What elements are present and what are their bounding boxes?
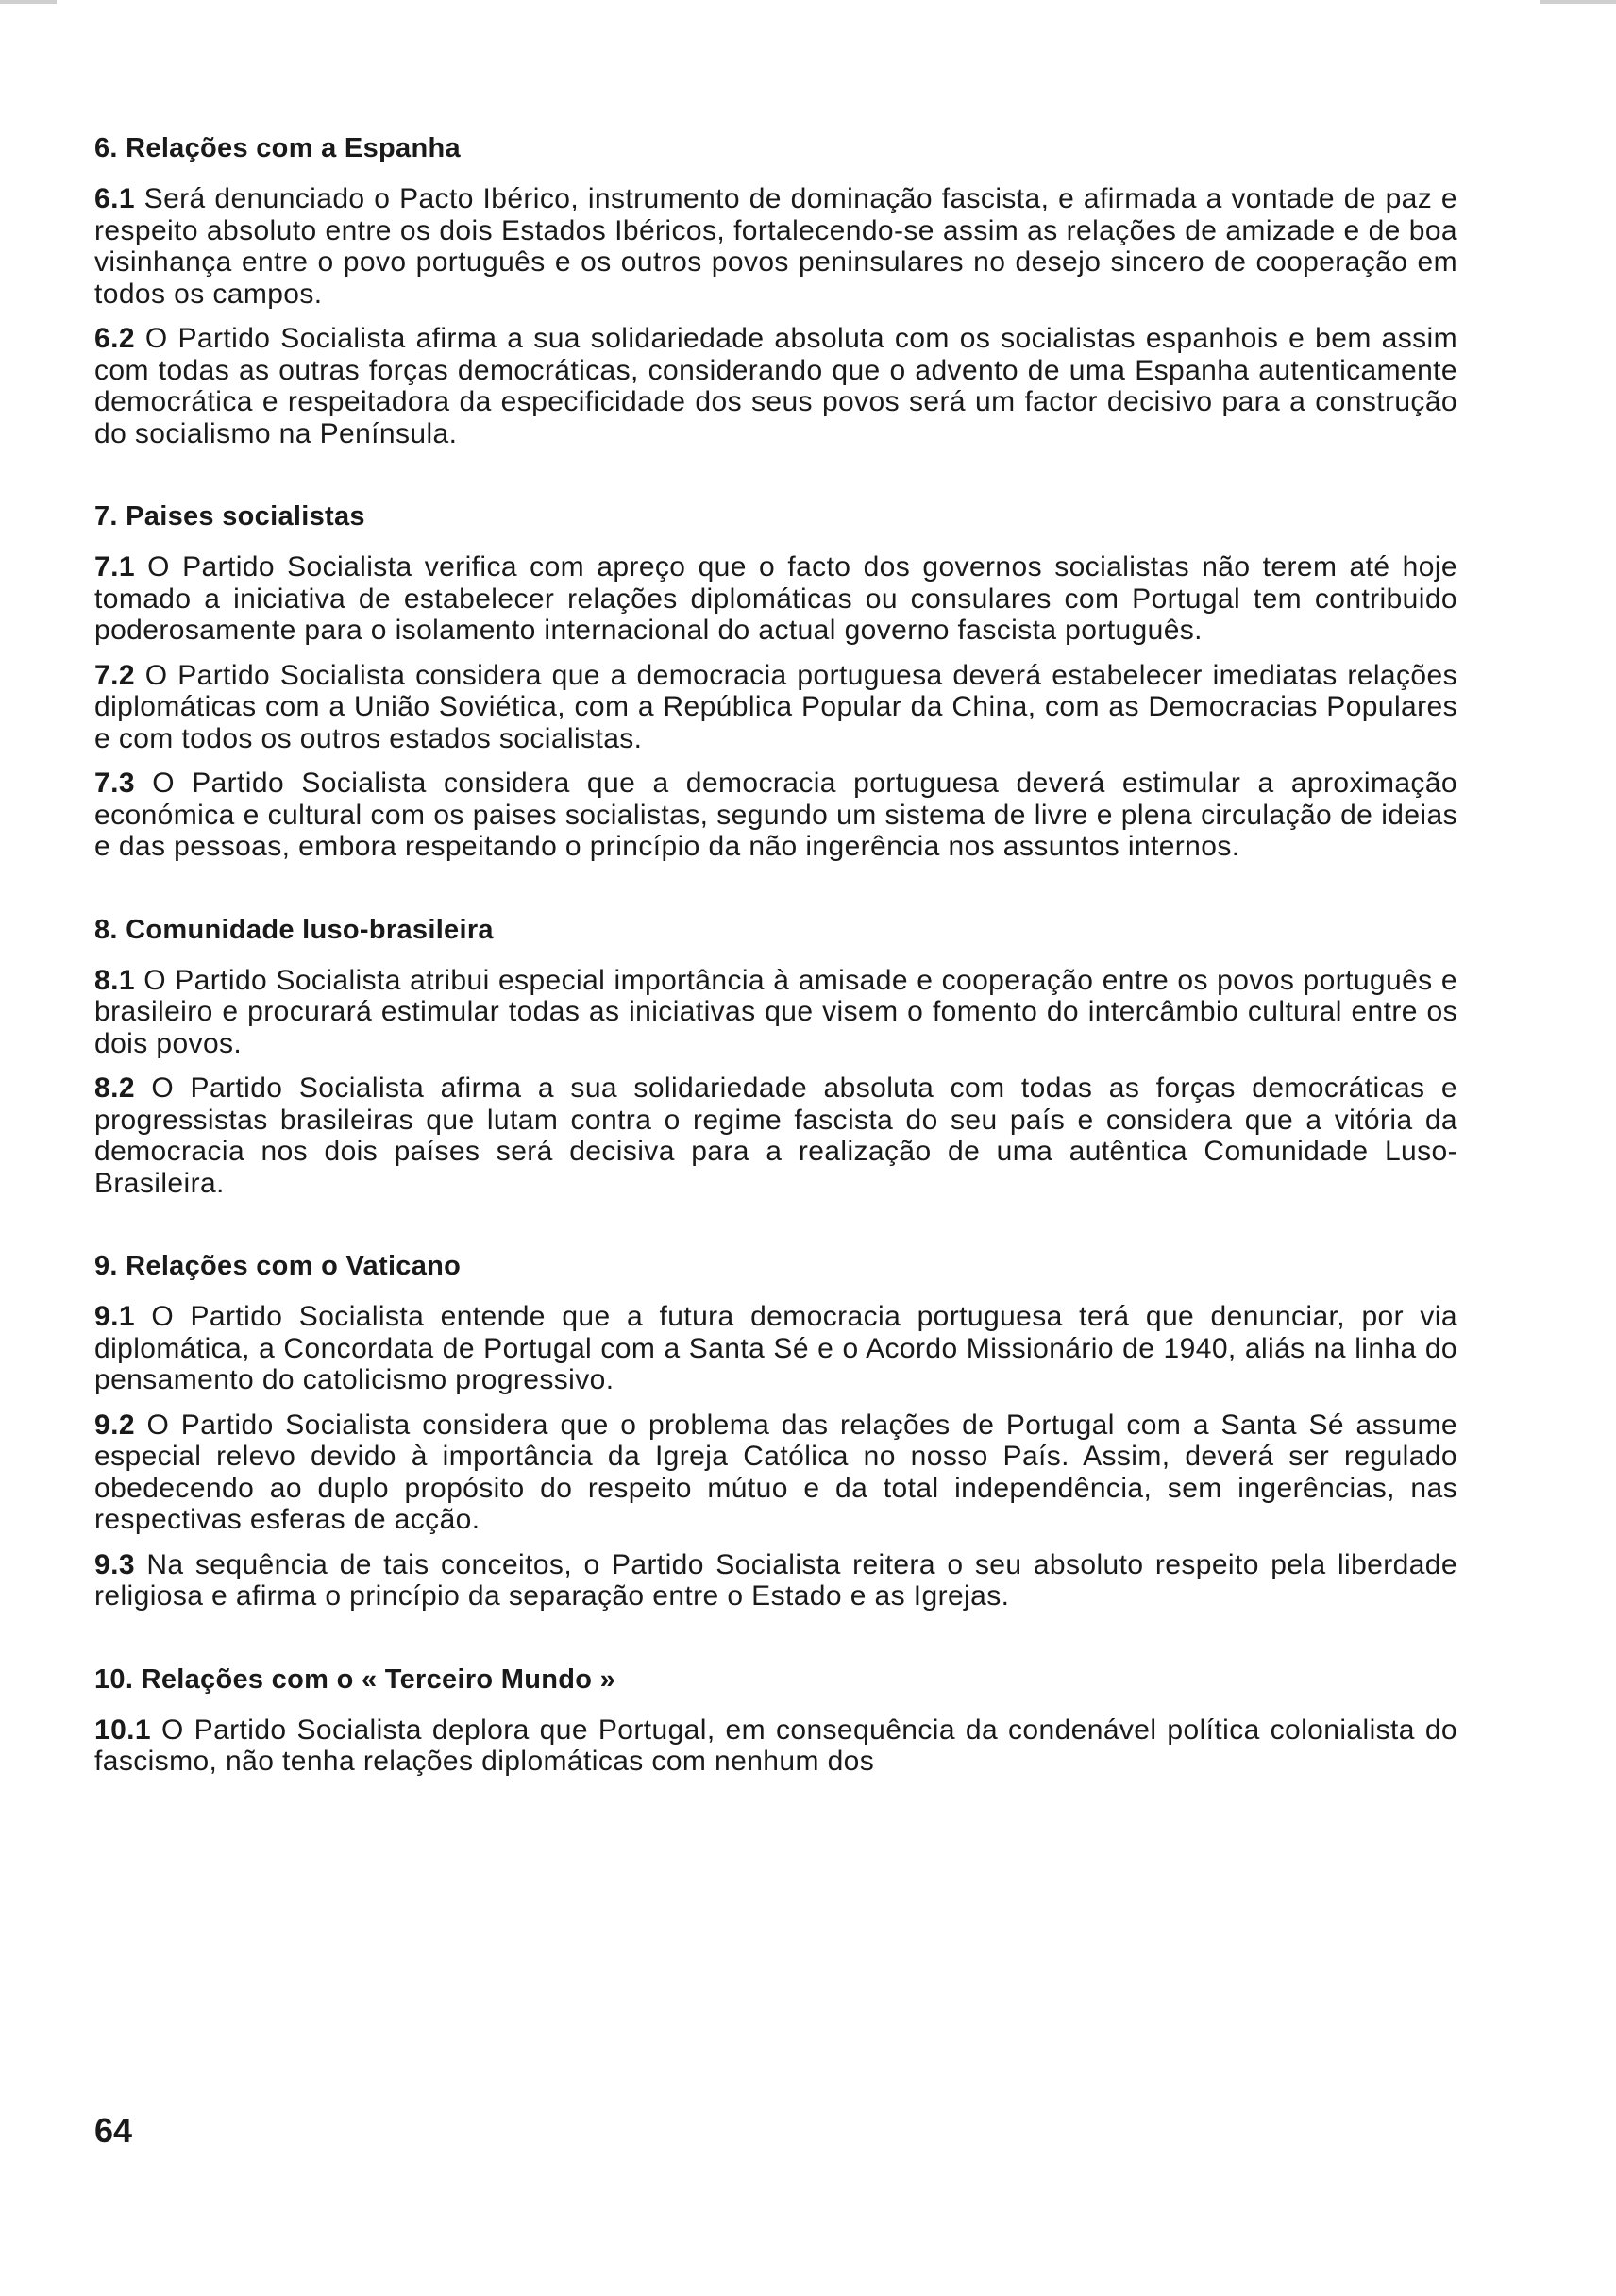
top-edge-mark [0,0,57,4]
paragraph-number: 9.2 [94,1409,135,1441]
page-number: 64 [94,2111,133,2150]
section-9 [94,1248,1457,1612]
paragraph [94,1410,1457,1536]
paragraph-text: O Partido Socialista deplora que Portugal, em consequência da condenável política colonialista do fascismo, não tenha relações diplomáticas com nenhum dos [94,1714,1457,1777]
paragraph-number: 10.1 [94,1714,151,1746]
paragraph-text: O Partido Socialista verifica com apreço que o facto dos governos socialistas não terem até hoje tomado a iniciativa de estabelecer relações diplomáticas ou consulares com Portugal tem contribuido poderosamente para o isolamento internacional do actual governo fascista português. [94,551,1457,646]
paragraph-number: 7.3 [94,768,135,799]
paragraph-number: 7.1 [94,551,135,582]
section-7 [94,498,1457,863]
paragraph [94,1549,1457,1612]
paragraph-text: O Partido Socialista entende que a futura democracia portuguesa terá que denunciar, por via diplomática, a Concordata de Portugal com a Santa Sé e o Acordo Missionário de 1940, aliás na linha do pensamento do catolicismo progressivo. [94,1301,1457,1395]
section-heading: 7. Paises socialistas [94,501,365,532]
paragraph-number: 8.2 [94,1072,135,1104]
paragraph-text: O Partido Socialista atribui especial importância à amisade e cooperação entre os povos português e brasileiro e procurará estimular todas as iniciativas que visem o fomento do intercâmbio cultural entre os dois povos. [94,964,1457,1059]
paragraph-number: 9.3 [94,1548,135,1580]
paragraph [94,660,1457,755]
paragraph [94,551,1457,647]
paragraph [94,768,1457,863]
paragraph-number: 6.2 [94,323,135,354]
paragraph [94,1714,1457,1778]
paragraph [94,965,1457,1060]
paragraph-text: O Partido Socialista considera que o problema das relações de Portugal com a Santa Sé assume especial relevo devido à importância da Igreja Católica no nosso País. Assim, deverá ser regulado obedecendo ao duplo propósito do respeito mútuo e da total independência, sem ingerências, nas respectivas esferas de acção. [94,1409,1457,1535]
top-edge-mark-right [1540,0,1616,4]
section-heading: 8. Comunidade luso-brasileira [94,914,494,945]
section-10 [94,1662,1457,1778]
paragraph [94,1072,1457,1199]
paragraph-text: O Partido Socialista considera que a democracia portuguesa deverá estimular a aproximação económica e cultural com os paises socialistas, segundo um sistema de livre e plena circulação de ideias e das pessoas, embora respeitando o princípio da não ingerência nos assuntos internos. [94,768,1457,862]
paragraph-text: O Partido Socialista considera que a democracia portuguesa deverá estabelecer imediatas relações diplomáticas com a União Soviética, com a República Popular da China, com as Democracias Populares e com todos os outros estados socialistas. [94,659,1457,754]
section-heading: 6. Relações com a Espanha [94,133,461,163]
paragraph-number: 6.1 [94,183,135,214]
section-heading: 9. Relações com o Vaticano [94,1251,462,1281]
paragraph-text: Na sequência de tais conceitos, o Partido Socialista reitera o seu absoluto respeito pela liberdade religiosa e afirma o princípio da separação entre o Estado e as Igrejas. [94,1548,1457,1612]
paragraph [94,323,1457,449]
paragraph [94,183,1457,310]
paragraph-number: 9.1 [94,1301,135,1332]
paragraph-text: Será denunciado o Pacto Ibérico, instrumento de dominação fascista, e afirmada a vontade de paz e respeito absoluto entre os dois Estados Ibéricos, fortalecendo-se assim as relações de amizade e de boa visinhança entre o povo português e os outros povos peninsulares no desejo sincero de cooperação em todos os campos. [94,183,1457,310]
page-content [94,130,1457,1827]
paragraph-text: O Partido Socialista afirma a sua solidariedade absoluta com os socialistas espanhois e bem assim com todas as outras forças democráticas, considerando que o advento de uma Espanha autenticamente democrática e respeitadora da especificidade dos seus povos será um factor decisivo para a construção do socialismo na Península. [94,323,1457,449]
paragraph-number: 7.2 [94,659,135,691]
paragraph [94,1301,1457,1396]
section-8 [94,912,1457,1200]
section-6 [94,130,1457,449]
section-heading: 10. Relações com o « Terceiro Mundo » [94,1663,616,1695]
paragraph-number: 8.1 [94,964,135,996]
paragraph-text: O Partido Socialista afirma a sua solidariedade absoluta com todas as forças democráticas e progressistas brasileiras que lutam contra o regime fascista do seu país e considera que a vitória da democracia nos dois países será decisiva para a realização de uma autêntica Comunidade Luso-Brasileira. [94,1072,1457,1199]
